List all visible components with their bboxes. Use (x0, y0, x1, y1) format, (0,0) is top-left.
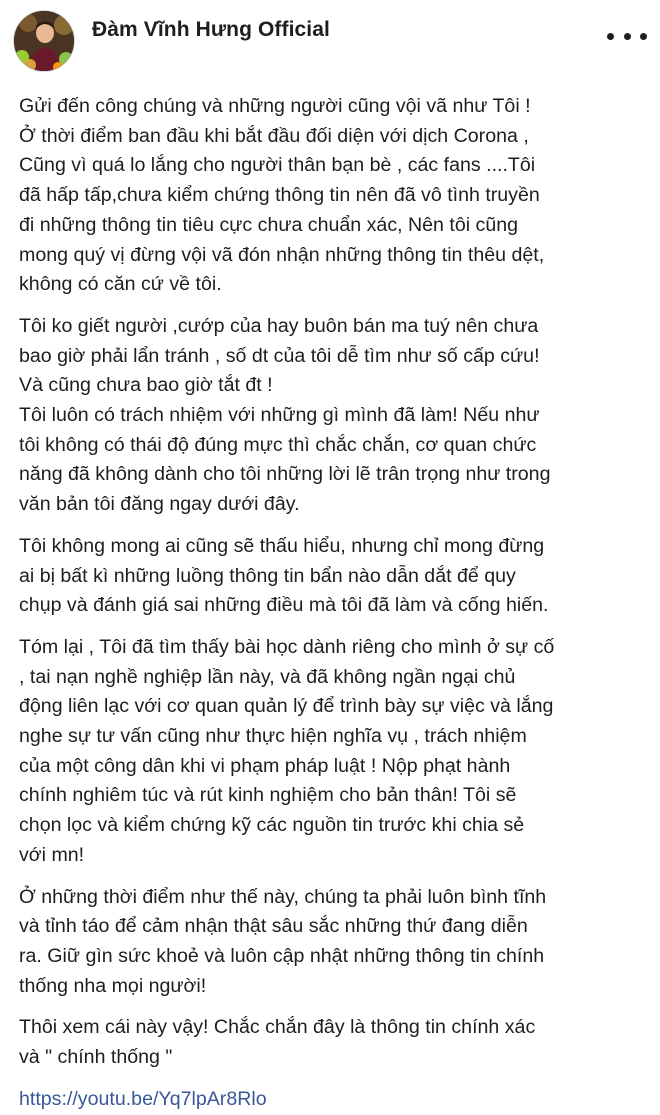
paragraph-1 (19, 92, 649, 300)
text-line: đã hấp tấp,chưa kiểm chứng thông tin nên đã vô tình truyền (19, 184, 540, 207)
text-line: Tôi không mong ai cũng sẽ thấu hiểu, nhưng chỉ mong đừng (19, 534, 545, 557)
text-line: ai bị bất kì những luồng thông tin bẩn nào dẫn dắt để quy (19, 564, 516, 587)
text-line: thống nha mọi người! (19, 974, 207, 997)
text-line: không có căn cứ về tôi. (19, 273, 222, 296)
more-horizontal-icon (624, 33, 631, 40)
text-line: văn bản tôi đăng ngay dưới đây. (19, 493, 300, 516)
text-line: Tôi ko giết người ,cướp của hay buôn bán ma tuý nên chưa (19, 314, 539, 337)
youtube-link[interactable]: https://youtu.be/Yq7lpAr8Rlo (19, 1087, 267, 1110)
text-line: động liên lạc với cơ quan quản lý để trình bày sự việc và lắng (19, 695, 554, 718)
text-line: chụp và đánh giá sai những điều mà tôi đã làm và cống hiến. (19, 594, 549, 617)
text-line: Ở thời điểm ban đầu khi bắt đầu đối diện với dịch Corona , (19, 124, 529, 147)
text-line: chọn lọc và kiểm chứng kỹ các nguồn tin trước khi chia sẻ (19, 814, 525, 837)
text-line: năng đã không dành cho tôi những lời lẽ trân trọng như trong (19, 463, 551, 486)
text-line: Gửi đến công chúng và những người cũng vội vã như Tôi ! (19, 95, 531, 117)
text-line: mong quý vị đừng vội vã đón nhận những thông tin thêu dệt, (19, 243, 545, 266)
text-line: với mn! (19, 843, 85, 866)
post-body (19, 92, 649, 1115)
text-line: Tóm lại , Tôi đã tìm thấy bài học dành riêng cho mình ở sự cố (19, 635, 555, 658)
text-line: và " chính thống " (19, 1046, 173, 1069)
text-line: Cũng vì quá lo lắng cho người thân bạn bè , các fans ....Tôi (19, 154, 536, 177)
text-line: và tỉnh táo để cảm nhận thật sâu sắc những thứ đang diễn (19, 915, 528, 938)
text-line: Và cũng chưa bao giờ tắt đt ! (19, 374, 273, 397)
more-horizontal-icon (640, 33, 647, 40)
text-line: ra. Giữ gìn sức khoẻ và luôn cập nhật những thông tin chính (19, 944, 545, 967)
text-line: của một công dân khi vi phạm pháp luật ! Nộp phạt hành (19, 754, 511, 777)
paragraph-2 (19, 312, 649, 520)
text-line: chính nghiêm túc và rút kinh nghiệm cho bản thân! Tôi sẽ (19, 784, 517, 807)
text-line: , tai nạn nghề nghiệp lần này, và đã không ngần ngại chủ (19, 665, 516, 688)
text-line: Thôi xem cái này vậy! Chắc chắn đây là thông tin chính xác (19, 1016, 536, 1039)
author-avatar[interactable] (13, 10, 75, 72)
text-line: bao giờ phải lẩn tránh , số dt của tôi dễ tìm như số cấp cứu! (19, 344, 540, 367)
paragraph-6 (19, 1013, 649, 1072)
post-header (13, 10, 647, 74)
more-options-button[interactable] (607, 26, 647, 46)
text-line: tôi không có thái độ đúng mực thì chắc chắn, cơ quan chức (19, 433, 537, 456)
paragraph-3 (19, 532, 649, 621)
more-horizontal-icon (607, 33, 614, 40)
paragraph-5 (19, 883, 649, 1002)
text-line: Tôi luôn có trách nhiệm với những gì mình đã làm! Nếu như (19, 404, 540, 427)
paragraph-4 (19, 633, 649, 871)
text-line: nghe sự tư vấn cũng như thực hiện nghĩa vụ , trách nhiệm (19, 725, 527, 748)
text-line: Ở những thời điểm như thế này, chúng ta phải luôn bình tĩnh (19, 885, 547, 908)
text-line: đi những thông tin tiêu cực chưa chuẩn xác, Nên tôi cũng (19, 213, 519, 236)
author-name[interactable]: Đàm Vĩnh Hưng Official (92, 18, 330, 41)
